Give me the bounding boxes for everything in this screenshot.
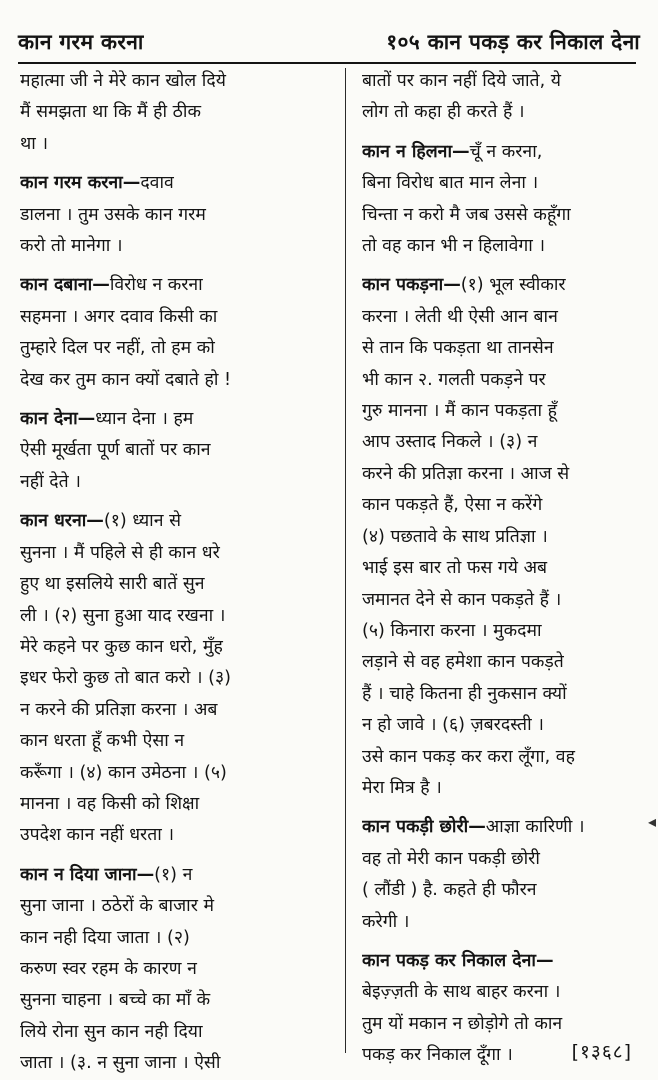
entry-text: सहमना । अगर दवाव किसी का — [20, 306, 218, 327]
entry-line — [362, 977, 638, 1008]
entry-text: मेरा मित्र है । — [362, 777, 442, 798]
entry-line — [362, 270, 638, 301]
entry-text: वह तो मेरी कान पकड़ी छोरी — [362, 848, 540, 869]
entry-line — [20, 601, 332, 632]
entry-text: देख कर तुम कान क्यों दबाते हो ! — [20, 369, 232, 390]
page-code: [१३६८] — [571, 1041, 632, 1063]
entry-line — [362, 333, 638, 364]
entry-line — [362, 396, 638, 427]
entry-line — [362, 231, 638, 262]
dictionary-entry — [20, 270, 332, 396]
page-header — [18, 22, 640, 62]
entry-line — [20, 200, 332, 231]
entry-term: कान दबाना— — [20, 275, 110, 296]
entry-line — [20, 129, 332, 160]
entry-line — [362, 168, 638, 199]
entry-line — [362, 585, 638, 616]
entry-line — [362, 427, 638, 458]
entry-term: कान पकड़ना— — [362, 275, 461, 296]
dictionary-entry — [20, 404, 332, 498]
entry-line — [20, 860, 332, 891]
entry-text: न हो जावे । (६) ज़बरदस्ती । — [362, 715, 544, 736]
entry-line — [20, 168, 332, 199]
dictionary-entry — [362, 137, 638, 263]
entry-term: कान पकड़ी छोरी— — [362, 817, 486, 838]
entry-text: से तान कि पकड़ता था तानसेन — [362, 338, 554, 359]
entry-text: (१) न — [154, 864, 193, 885]
entry-line — [20, 663, 332, 694]
entry-text: लिये रोना सुन कान नही दिया — [20, 1021, 203, 1042]
entry-text: जाता । (३. न सुना जाना । ऐसी — [20, 1053, 221, 1074]
entry-line — [20, 506, 332, 537]
entry-line — [362, 679, 638, 710]
entry-line — [20, 820, 332, 851]
entry-text: लड़ाने से वह हमेशा कान पकड़ते — [362, 652, 564, 673]
entry-text: भाई इस बार तो फस गये अब — [362, 558, 548, 579]
entry-term: कान न दिया जाना— — [20, 864, 155, 885]
entry-line — [362, 946, 638, 977]
entry-line — [362, 490, 638, 521]
entry-term: कान गरम करना— — [20, 173, 141, 194]
dictionary-entry — [20, 66, 332, 160]
entry-text: चूँ न करना, — [469, 141, 543, 162]
entry-line — [20, 726, 332, 757]
entry-text: इधर फेरो कुछ तो बात करो । (३) — [20, 668, 231, 689]
entry-text: पकड़ कर निकाल दूँगा । — [362, 1045, 513, 1066]
entry-text: कान पकड़ते हैं, ऐसा न करेंगे — [362, 495, 543, 516]
entry-text: करुण स्वर रहम के कारण न — [20, 958, 197, 979]
dictionary-entry — [362, 66, 638, 129]
entry-text: कान नही दिया जाता । (२) — [20, 927, 190, 948]
entry-line — [362, 365, 638, 396]
entry-text: उसे कान पकड़ कर करा लूँगा, वह — [362, 746, 575, 767]
entry-line — [362, 647, 638, 678]
entry-text: गुरु मानना । मैं कान पकड़ता हूँ — [362, 401, 558, 422]
entry-text: आप उस्ताद निकले । (३) न — [362, 432, 538, 453]
entry-text: (१) ध्यान से — [103, 511, 181, 532]
entry-line — [362, 137, 638, 168]
entry-line — [20, 365, 332, 396]
entry-text: जमानत देने से कान पकड़ते हैं । — [362, 589, 562, 610]
entry-line — [362, 907, 638, 938]
entry-text: करूँगा । (४) कान उमेठना । (५) — [20, 762, 227, 783]
entry-line — [20, 632, 332, 663]
entry-line — [362, 616, 638, 647]
left-column — [20, 66, 332, 1080]
entry-text: मानना । वह किसी को शिक्षा — [20, 793, 200, 814]
entry-line — [20, 789, 332, 820]
entry-line — [362, 302, 638, 333]
dictionary-entry — [20, 860, 332, 1080]
entry-line — [362, 97, 638, 128]
entry-line — [362, 812, 638, 843]
entry-line — [20, 1048, 332, 1079]
entry-text: ली । (२) सुना हुआ याद रखना । — [20, 605, 226, 626]
entry-text: बातों पर कान नहीं दिये जाते, ये — [362, 71, 561, 91]
entry-text: करेगी । — [362, 911, 410, 932]
entry-text: कान धरता हूँ कभी ऐसा न — [20, 731, 185, 752]
entry-line — [20, 569, 332, 600]
entry-text: ऐसी मूर्खता पूर्ण बातों पर कान — [20, 440, 211, 461]
entry-text: ( लौंडी ) है. कहते ही फौरन — [362, 880, 537, 901]
margin-mark: ◂ — [647, 812, 656, 831]
entry-line — [20, 435, 332, 466]
entry-line — [20, 1017, 332, 1048]
entry-text: सुनना चाहना । बच्चे का माँ के — [20, 990, 211, 1011]
entry-text: चिन्ता न करो मै जब उससे कहूँगा — [362, 204, 571, 225]
entry-line — [20, 695, 332, 726]
entry-line — [20, 231, 332, 262]
entry-text: विरोध न करना — [109, 275, 203, 296]
entry-text: मेरे कहने पर कुछ कान धरो, मुँह — [20, 636, 223, 657]
entry-text: (१) भूल स्वीकार — [460, 275, 566, 296]
entry-text: आज्ञा कारिणी । — [485, 817, 585, 838]
entry-line — [362, 200, 638, 231]
entry-line — [20, 954, 332, 985]
entry-line — [362, 742, 638, 773]
column-divider — [345, 68, 346, 1053]
entry-text: बिना विरोध बात मान लेना । — [362, 173, 539, 194]
entry-text: तुम्हारे दिल पर नहीं, तो हम को — [20, 338, 215, 359]
entry-line — [20, 538, 332, 569]
entry-text: भी कान २. गलती पकड़ने पर — [362, 369, 546, 390]
entry-text: नहीं देते । — [20, 471, 81, 492]
entry-text: हुए था इसलिये सारी बातें सुन — [20, 574, 205, 595]
entry-line — [20, 891, 332, 922]
entry-text: (५) किनारा करना । मुकदमा — [362, 620, 542, 641]
entry-line — [20, 333, 332, 364]
entry-text: डालना । तुम उसके कान गरम — [20, 204, 206, 225]
entry-line — [362, 1009, 638, 1040]
entry-line — [20, 467, 332, 498]
entry-text: मैं समझता था कि मैं ही ठीक — [20, 102, 201, 123]
entry-line — [20, 758, 332, 789]
entry-line — [362, 773, 638, 804]
entry-text: उपदेश कान नहीं धरता । — [20, 825, 175, 846]
right-column — [362, 66, 638, 1072]
entry-line — [362, 522, 638, 553]
entry-text: लोग तो कहा ही करते हैं । — [362, 102, 525, 123]
entry-text: करने की प्रतिज्ञा करना । आज से — [362, 463, 570, 484]
entry-term: कान देना— — [20, 409, 96, 430]
dictionary-entry — [362, 812, 638, 938]
entry-line — [362, 66, 638, 97]
entry-line — [20, 270, 332, 301]
entry-text: न करने की प्रतिज्ञा करना । अब — [20, 699, 218, 720]
entry-text: सुनना । मैं पहिले से ही कान धरे — [20, 542, 220, 563]
entry-text: महात्मा जी ने मेरे कान खोल दिये — [20, 71, 226, 91]
entry-line — [362, 875, 638, 906]
entry-line — [362, 553, 638, 584]
entry-line — [20, 404, 332, 435]
entry-line — [20, 66, 332, 97]
entry-line — [20, 302, 332, 333]
entry-text: सुना जाना । ठठेरों के बाजार मे — [20, 896, 215, 917]
entry-line — [362, 710, 638, 741]
dictionary-entry — [20, 168, 332, 262]
entry-term: कान पकड़ कर निकाल देना— — [362, 950, 554, 971]
entry-text: करो तो मानेगा । — [20, 236, 123, 257]
dictionary-entry — [20, 506, 332, 851]
entry-term: कान धरना— — [20, 511, 104, 532]
entry-line — [20, 985, 332, 1016]
entry-text: (४) पछतावे के साथ प्रतिज्ञा । — [362, 526, 548, 547]
entry-text: तुम यों मकान न छोड़ोगे तो कान — [362, 1013, 563, 1034]
header-right-title: १०५ कान पकड़ कर निकाल देना — [386, 30, 640, 54]
entry-term: कान न हिलना— — [362, 141, 470, 162]
header-rule — [18, 62, 636, 64]
entry-line — [362, 844, 638, 875]
dictionary-entry — [362, 270, 638, 804]
entry-line — [20, 923, 332, 954]
entry-text: करना । लेती थी ऐसी आन बान — [362, 306, 558, 327]
entry-text: बेइज़्ज़ती के साथ बाहर करना । — [362, 982, 561, 1003]
entry-text: दवाव — [140, 173, 174, 194]
entry-line — [362, 459, 638, 490]
entry-text: था । — [20, 133, 49, 154]
entry-text: ध्यान देना । हम — [95, 409, 194, 430]
entry-line — [20, 97, 332, 128]
entry-text: तो वह कान भी न हिलावेगा । — [362, 236, 546, 257]
header-left-title: कान गरम करना — [18, 30, 144, 54]
entry-text: हैं । चाहे कितना ही नुकसान क्यों — [362, 683, 567, 704]
